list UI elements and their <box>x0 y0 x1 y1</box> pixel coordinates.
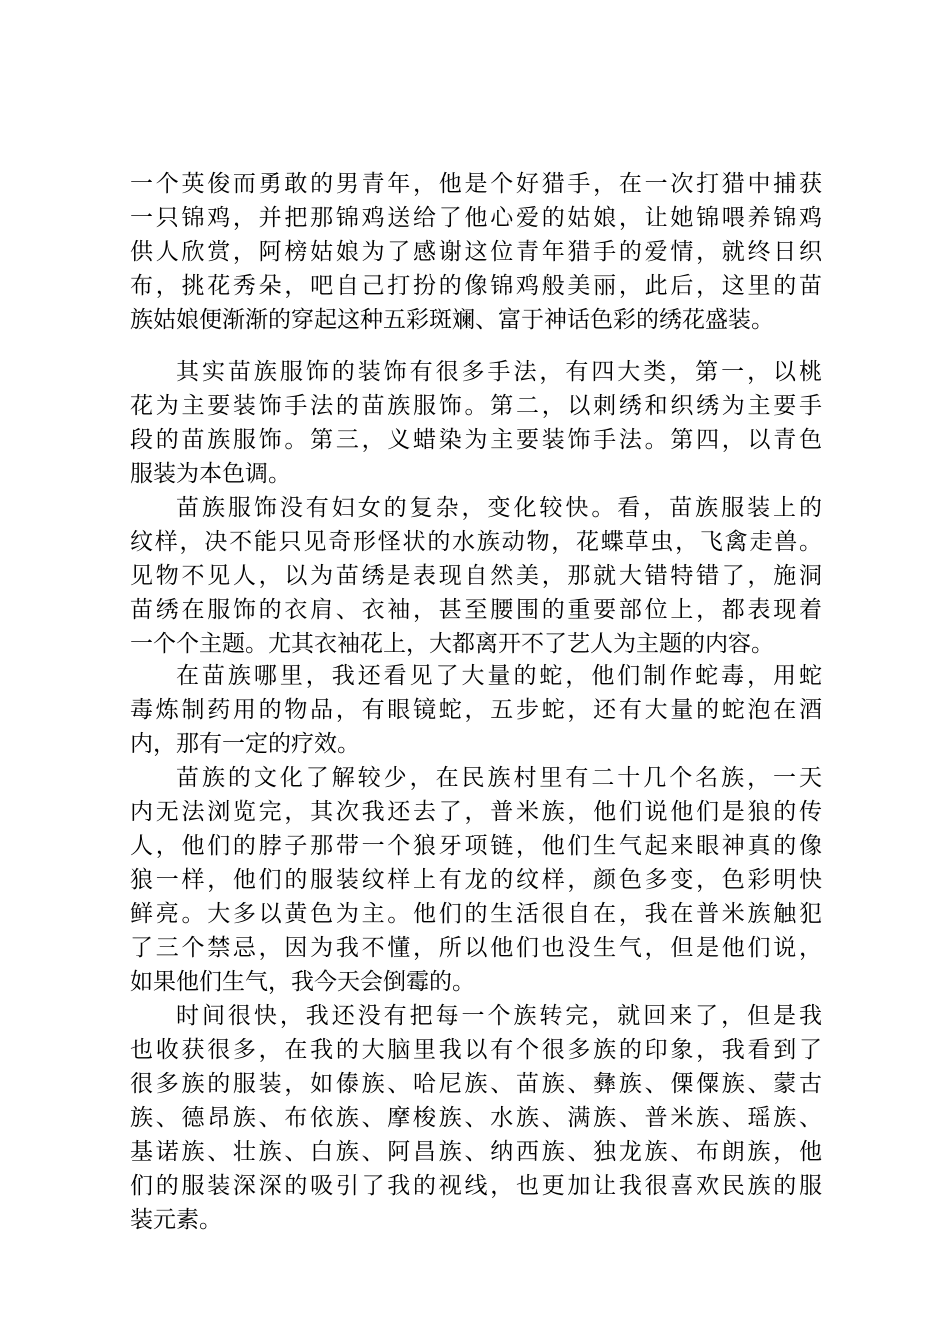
text-line: 苗族服饰没有妇女的复杂，变化较快。看，苗族服装上的 <box>176 495 822 521</box>
text-line: 纹样，决不能只见奇形怪状的水族动物，花蝶草虫，飞禽走兽。 <box>130 529 822 555</box>
text-line: 也收获很多，在我的大脑里我以有个很多族的印象，我看到了 <box>130 1037 822 1063</box>
text-line: 段的苗族服饰。第三，义蜡染为主要装饰手法。第四，以青色 <box>130 427 822 453</box>
text-line: 毒炼制药用的物品，有眼镜蛇，五步蛇，还有大量的蛇泡在酒 <box>130 697 822 723</box>
text-line: 了三个禁忌，因为我不懂，所以他们也没生气，但是他们说， <box>130 935 822 961</box>
text-line: 鲜亮。大多以黄色为主。他们的生活很自在，我在普米族触犯 <box>130 901 822 927</box>
text-line: 供人欣赏，阿榜姑娘为了感谢这位青年猎手的爱情，就终日织 <box>130 239 822 265</box>
text-line: 布，挑花秀朵，吧自己打扮的像锦鸡般美丽，此后，这里的苗 <box>130 273 822 299</box>
text-line: 一只锦鸡，并把那锦鸡送给了他心爱的姑娘，让她锦喂养锦鸡 <box>130 205 822 231</box>
text-line: 人，他们的脖子那带一个狼牙项链，他们生气起来眼神真的像 <box>130 833 822 859</box>
text-line: 花为主要装饰手法的苗族服饰。第二，以刺绣和织绣为主要手 <box>130 393 822 419</box>
text-line: 一个英俊而勇敢的男青年，他是个好猎手，在一次打猎中捕获 <box>130 171 822 197</box>
text-line: 一个个主题。尤其衣袖花上，大都离开不了艺人为主题的内容。 <box>130 631 774 657</box>
paragraph-block-1 <box>130 167 822 337</box>
text-line: 如果他们生气，我今天会倒霉的。 <box>130 969 475 995</box>
text-line: 基诺族、壮族、白族、阿昌族、纳西族、独龙族、布朗族，他 <box>130 1139 822 1165</box>
text-line: 族、德昂族、布依族、摩梭族、水族、满族、普米族、瑶族、 <box>130 1105 822 1131</box>
text-line: 见物不见人，以为苗绣是表现自然美，那就大错特错了，施洞 <box>130 563 822 589</box>
paragraph-block-3 <box>130 659 822 1237</box>
text-line: 内，那有一定的疗效。 <box>130 731 360 757</box>
paragraph-block-2 <box>130 355 822 661</box>
text-line: 其实苗族服饰的装饰有很多手法，有四大类，第一，以桃 <box>176 359 822 385</box>
text-line: 族姑娘便渐渐的穿起这种五彩斑斓、富于神话色彩的绣花盛装。 <box>130 307 774 333</box>
text-line: 服装为本色调。 <box>130 461 291 487</box>
text-line: 苗绣在服饰的衣肩、衣袖，甚至腰围的重要部位上，都表现着 <box>130 597 822 623</box>
text-line: 内无法浏览完，其次我还去了，普米族，他们说他们是狼的传 <box>130 799 822 825</box>
text-line: 狼一样，他们的服装纹样上有龙的纹样，颜色多变，色彩明快 <box>130 867 822 893</box>
text-line: 装元素。 <box>130 1207 222 1233</box>
text-line: 时间很快，我还没有把每一个族转完，就回来了，但是我 <box>176 1003 822 1029</box>
text-line: 们的服装深深的吸引了我的视线，也更加让我很喜欢民族的服 <box>130 1173 822 1199</box>
text-line: 很多族的服装，如傣族、哈尼族、苗族、彝族、傈僳族、蒙古 <box>130 1071 822 1097</box>
text-line: 苗族的文化了解较少，在民族村里有二十几个名族，一天 <box>176 765 822 791</box>
text-line: 在苗族哪里，我还看见了大量的蛇，他们制作蛇毒，用蛇 <box>176 663 822 689</box>
